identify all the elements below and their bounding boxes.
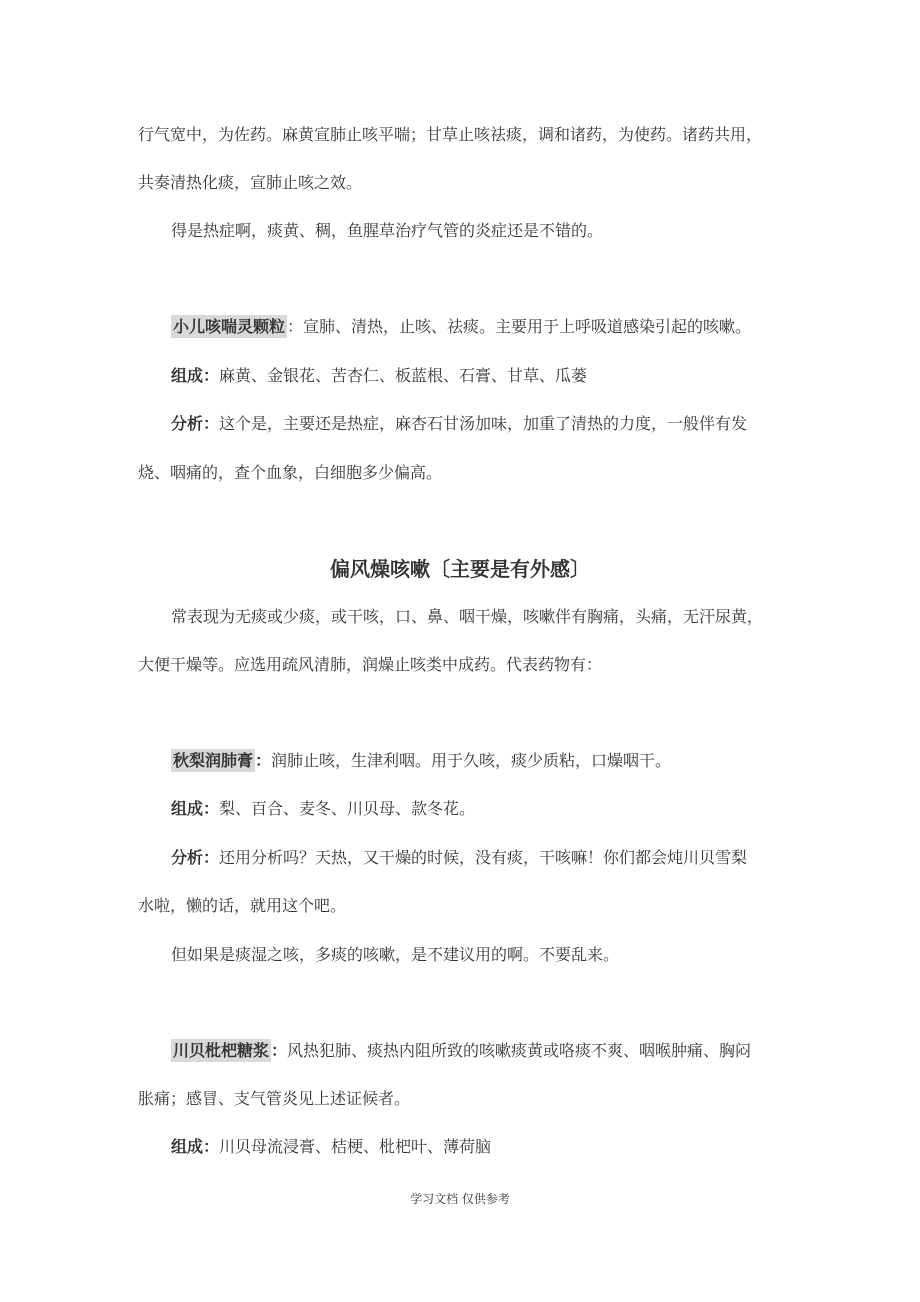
drug2-name: 秋梨润肺膏 bbox=[173, 751, 254, 770]
drug1-analysis-label: 分析： bbox=[171, 414, 220, 433]
drug1-composition-line bbox=[171, 364, 801, 388]
drug2-analysis-text: 还用分析吗？天热，又干燥的时候，没有痰，干咳嘛！你们都会炖川贝雪梨 bbox=[219, 848, 748, 867]
drug2-analysis-line2: 水啦，懒的话，就用这个吧。 bbox=[138, 896, 347, 915]
drug2-note: 但如果是痰湿之咳，多痰的咳嗽，是不建议用的啊。不要乱来。 bbox=[171, 945, 620, 964]
drug1-analysis-line2: 烧、咽痛的，查个血象，白细胞多少偏高。 bbox=[138, 463, 443, 482]
drug2-colon: ： bbox=[255, 751, 272, 770]
drug3-composition-label: 组成： bbox=[171, 1137, 220, 1156]
drug2-analysis-line bbox=[171, 846, 801, 870]
drug3-composition-line bbox=[171, 1135, 801, 1159]
drug1-analysis-line bbox=[171, 412, 801, 436]
drug3-composition: 川贝母流浸膏、桔梗、枇杷叶、薄荷脑 bbox=[219, 1137, 492, 1156]
drug2-composition-label: 组成： bbox=[171, 799, 220, 818]
section-intro-line1: 常表现为无痰或少痰，或干咳，口、鼻、咽干燥，咳嗽伴有胸痛，头痛，无汗尿黄， bbox=[171, 607, 764, 626]
para2: 得是热症啊，痰黄、稠，鱼腥草治疗气管的炎症还是不错的。 bbox=[171, 221, 604, 240]
drug1-title-line bbox=[171, 315, 801, 339]
drug1-composition-label: 组成： bbox=[171, 366, 220, 385]
para1-line2: 共奏清热化痰，宣肺止咳之效。 bbox=[138, 173, 363, 192]
para1-line1: 行气宽中，为佐药。麻黄宣肺止咳平喘；甘草止咳祛痰，调和诸药，为使药。诸药共用， bbox=[138, 125, 763, 144]
drug3-title-line bbox=[171, 1039, 801, 1063]
drug1-desc: ：宣肺、清热，止咳、祛痰。主要用于上呼吸道感染引起的咳嗽。 bbox=[287, 317, 752, 336]
drug2-title-line bbox=[171, 749, 801, 773]
page-footer: 学习文档 仅供参考 bbox=[410, 1192, 510, 1206]
drug2-composition-line bbox=[171, 797, 801, 821]
drug2-analysis-label: 分析： bbox=[171, 848, 220, 867]
drug2-desc: 润肺止咳，生津利咽。用于久咳，痰少质粘，口燥咽干。 bbox=[271, 751, 672, 770]
drug2-composition: 梨、百合、麦冬、川贝母、款冬花。 bbox=[219, 799, 476, 818]
drug1-name: 小儿咳喘灵颗粒 bbox=[173, 317, 286, 336]
drug3-desc: 风热犯肺、痰热内阻所致的咳嗽痰黄或咯痰不爽、咽喉肿痛、胸闷 bbox=[287, 1041, 752, 1060]
section-heading: 偏风燥咳嗽〔主要是有外感〕 bbox=[330, 557, 590, 581]
drug3-desc-line2: 胀痛；感冒、支气管炎见上述证候者。 bbox=[138, 1089, 411, 1108]
drug3-colon: ： bbox=[271, 1041, 288, 1060]
drug1-analysis-text: 这个是，主要还是热症，麻杏石甘汤加味，加重了清热的力度，一般伴有发 bbox=[219, 414, 748, 433]
drug1-composition: 麻黄、金银花、苦杏仁、板蓝根、石膏、甘草、瓜蒌 bbox=[219, 366, 588, 385]
drug3-name: 川贝枇杷糖浆 bbox=[173, 1041, 270, 1060]
section-intro-line2: 大便干燥等。应选用疏风清肺，润燥止咳类中成药。代表药物有： bbox=[138, 655, 603, 674]
